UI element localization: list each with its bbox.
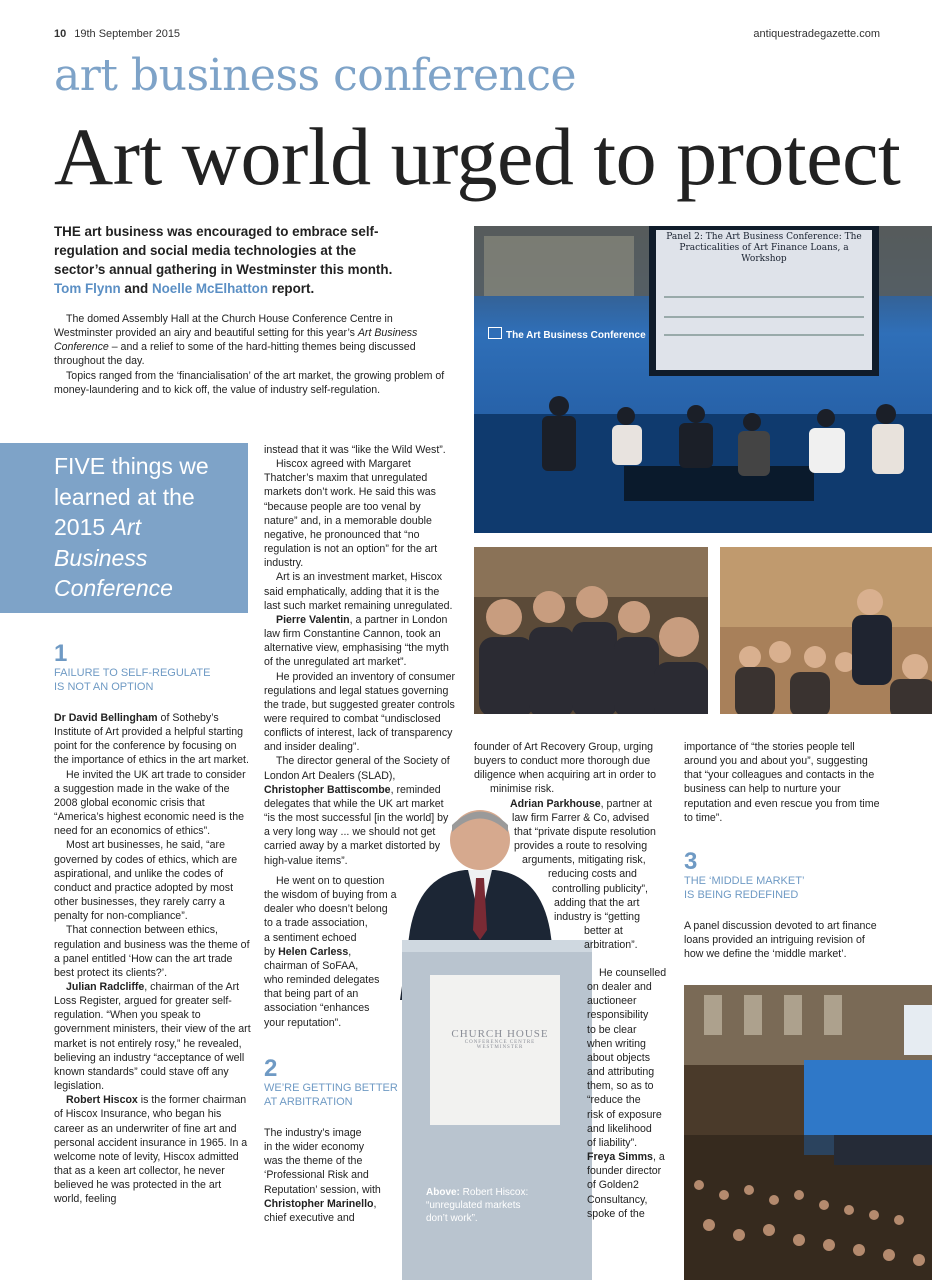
section-kicker: art business conference [54, 50, 576, 101]
conference-brand: The Art Business Conference [488, 327, 646, 341]
point-1-heading: 1 FAILURE TO SELF-REGULATE IS NOT AN OPTION [54, 640, 211, 693]
page-header [54, 28, 180, 40]
column-3-narrow: He counselled on dealer and auctioneer responsibility to be clear when writing about objects and attributing them, so as to “reduce the risk of exposure and likelihood of liability”. Freya Simms, a founder director of Golden2 Consultancy, spoke of the [587, 967, 667, 1220]
column-1: Dr David Bellingham of Sotheby’s Institute of Art provided a helpful starting point for the conference by focusing on the importance of ethics in the art market. He invited the UK art trade to consider a suggestion made in the wake of the 2008 global economic crisis that “America’s highest economic need is the need for an economics of ethics”. Most art businesses, he said, “are governed by codes of ethics, which are aspirational, and unlike the codes of conduct and practice adopted by most other businesses, they rarely carry a penalty for non-compliance”. That connection between ethics, regulation and business was the theme of a panel entitled ‘How can the art trade best protect its clients?’. Julian Radcliffe, chairman of the Art Loss Register, argued for greater self-regulation. “When you speak to government ministers, their view of the art market is not entirely rosy,” he revealed, believing an industry “acceptance of well known standards” could stave off any legislation. Robert Hiscox is the former chairman of Hiscox Insurance, who began his career as an underwriter of fine art and personal accident insurance in 1965. In a welcome note of levity, Hiscox admitted that as a keen art collector, he never believed he was protected in the art world, feeling [54, 712, 251, 1206]
photo-caption: Above: Robert Hiscox: “unregulated markets don’t work”. [426, 1187, 529, 1224]
site-url: antiquestradegazette.com [753, 28, 880, 40]
column-3: founder of Art Recovery Group, urging buyers to conduct more thorough due diligence when acquiring art in order to minimise risk. Adrian Parkhouse, partner at law firm Farrer & Co, advised that “private dispute resolution provides a route to resolving arguments, mitigating risk, reducing costs and controlling publicity”, adding that the art industry is “getting better at arbitration”. [474, 741, 656, 952]
audience-speaker-photo [720, 547, 932, 714]
assembly-hall-photo [684, 985, 932, 1280]
headline: Art world urged to protect [54, 111, 901, 202]
column-2-wrap: He went on to question the wisdom of buying from a dealer who doesn’t belong to a trade association, a sentiment echoed by Helen Carless, chairman of SoFAA, who reminded delegates that being part of an association “enhances your reputation”. [264, 875, 397, 1029]
author-link[interactable]: Tom Flynn [54, 281, 121, 296]
column-4-lower: A panel discussion devoted to art finance loans provided an intriguing revision of how we define the ‘middle market’. [684, 920, 877, 961]
five-things-box: FIVE things we learned at the 2015 Art Business Conference [0, 443, 248, 613]
screen-title: Panel 2: The Art Business Conference: The Practicalities of Art Finance Loans, a Workshop [666, 232, 862, 264]
column-4: importance of “the stories people tell around you and about you”, suggesting that “your colleagues and contacts in the business can help to nurture your reputation and even rescue you from time to time”. [684, 741, 880, 824]
panel-stage-photo [474, 226, 932, 533]
point-2-heading: 2 WE’RE GETTING BETTER AT ARBITRATION [264, 1055, 398, 1108]
author-link[interactable]: Noelle McElhatton [151, 281, 269, 296]
page-number: 10 [54, 28, 67, 40]
issue-date: 19th September 2015 [74, 28, 181, 40]
column-2: instead that it was “like the Wild West”. Hiscox agreed with Margaret Thatcher’s maxim that unregulated markets don’t work. He said this was “because people are too venal by nature” and, in a memorable double negative, he pronounced that “no regulation is not an option” for the art industry. Art is an investment market, Hiscox said emphatically, adding that it is the last such market remaining unregulated. Pierre Valentin, a partner in London law firm Constantine Cannon, took an alternative view, emphasising “the myth of the unregulated art market”. He provided an inventory of consumer regulations and legal statues governing the trade, but suggested greater controls were required to combat “undisclosed conflicts of interest, lack of transparency and insider dealing”. The director general of the Society of London Art Dealers (SLAD), Christopher Battiscombe, reminded delegates that while the UK art market “is the most successful [in the world] by a very long way ... we should not get carried away by a market distorted by high-value items”. [264, 444, 456, 867]
standfirst: THE art business was encouraged to embrace self-regulation and social media technologies at the sector’s annual gathering in Westminster this month. Tom Flynn and Noelle McElhatton report. [54, 224, 393, 296]
lectern-sign: CHURCH HOUSE CONFERENCE CENTRE WESTMINSTER [451, 1028, 549, 1050]
intro-text: The domed Assembly Hall at the Church House Conference Centre in Westminster provided an airy and beautiful setting for this year’s Art Business Conference – and a relief to some of the hard-hitting themes being discussed throughout the day. Topics ranged from the ‘financialisation’ of the art market, the growing problem of money-laundering and to kick off, the value of industry self-regulation. [54, 313, 445, 396]
audience-photo [474, 547, 708, 714]
brand-logo-icon [488, 327, 502, 339]
column-2-bottom: The industry’s image in the wider economy was the theme of the ‘Professional Risk and Reputation’ session, with Christopher Marinello, chief executive and [264, 1127, 381, 1224]
point-3-heading: 3 THE ‘MIDDLE MARKET’ IS BEING REDEFINED [684, 848, 805, 901]
